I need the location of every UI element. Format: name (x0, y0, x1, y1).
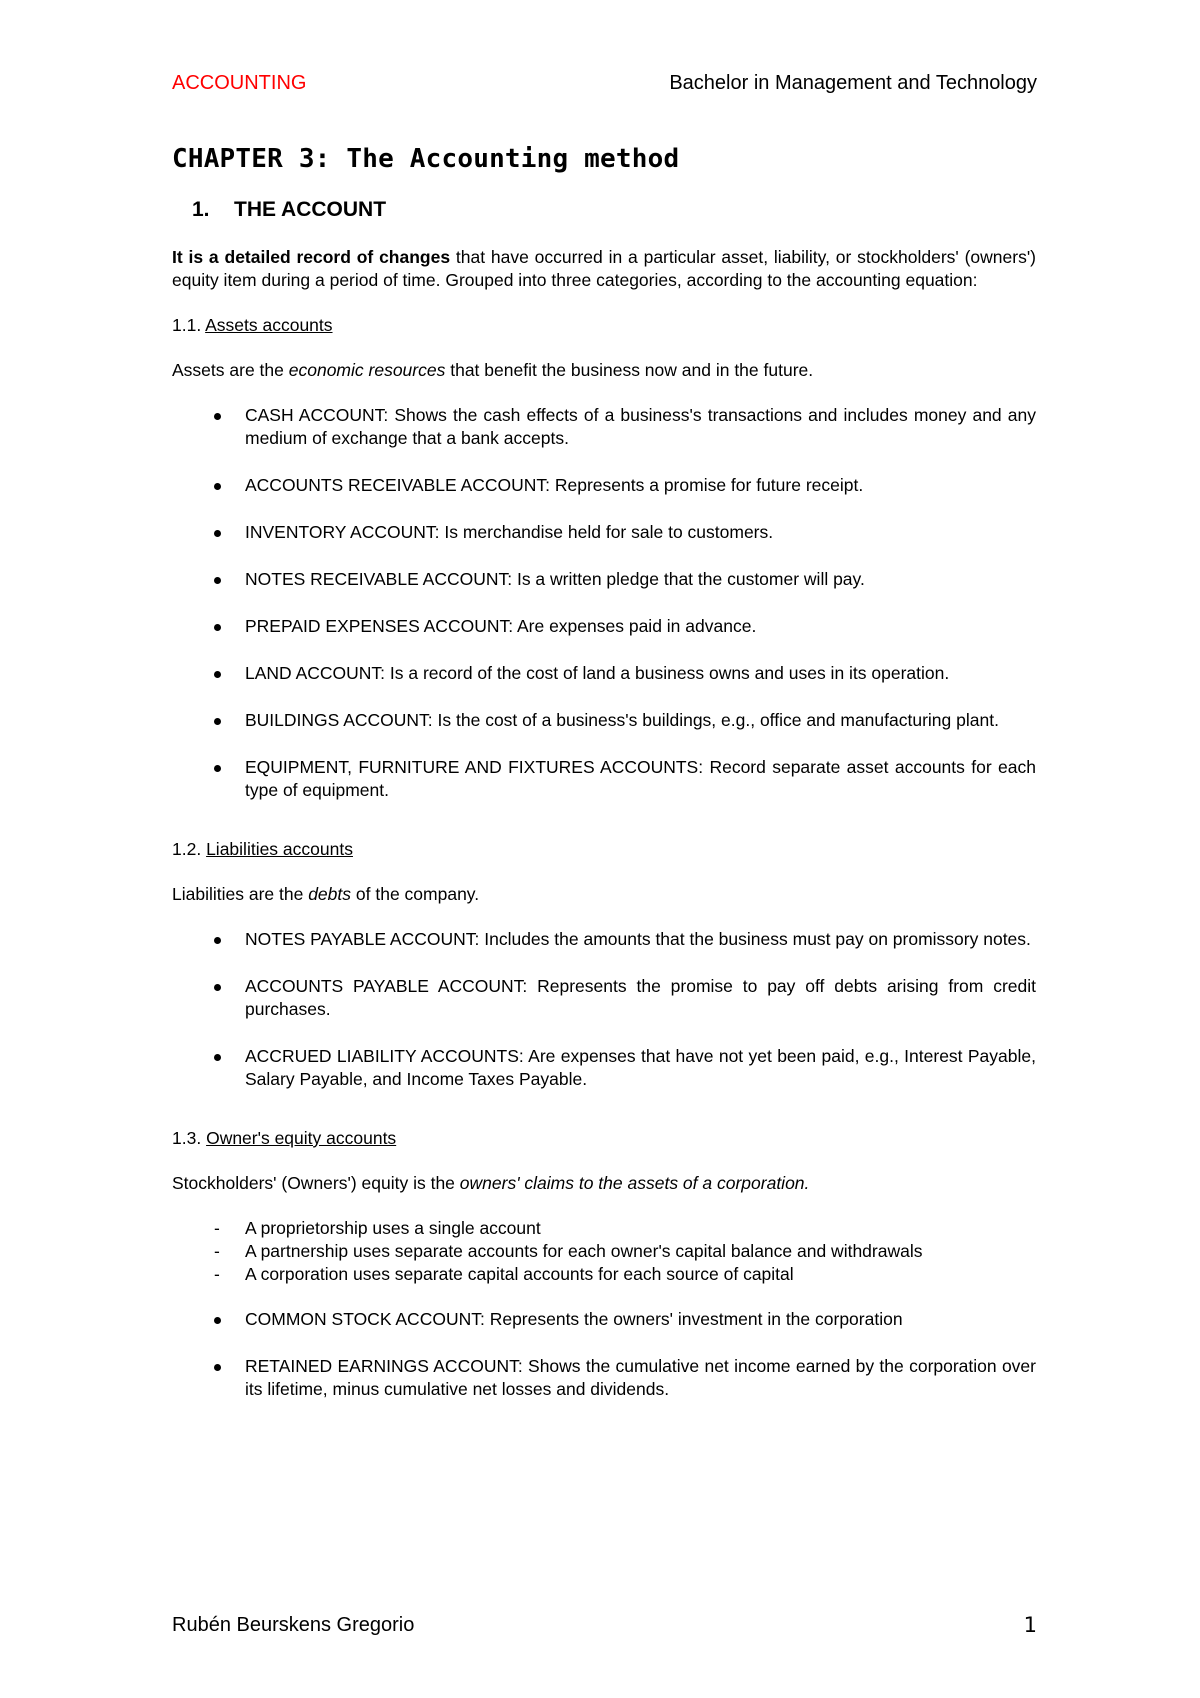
list-item-text: EQUIPMENT, FURNITURE AND FIXTURES ACCOUNTS: Record separate asset accounts for each type of equipment. (245, 757, 1036, 800)
bullet-icon (214, 937, 221, 944)
list-item-text: A proprietorship uses a single account (245, 1218, 541, 1238)
liability-account-item (172, 1045, 1036, 1091)
assets-bullet-list (172, 404, 1036, 802)
section-intro-paragraph (172, 246, 1036, 292)
assets-intro (172, 359, 1036, 382)
bullet-icon (214, 671, 221, 678)
bullet-icon (214, 765, 221, 772)
section-heading-the-account (172, 196, 1036, 224)
page-header (172, 72, 1037, 98)
bullet-icon (214, 718, 221, 725)
liability-account-item (172, 928, 1036, 951)
subsection-heading-equity (172, 1127, 1036, 1150)
list-item-text: CASH ACCOUNT: Shows the cash effects of a business's transactions and includes money and any medium of exchange that a bank accepts. (245, 405, 1036, 448)
equity-account-item (172, 1308, 1036, 1331)
list-item-text: ACCOUNTS RECEIVABLE ACCOUNT: Represents a promise for future receipt. (245, 475, 864, 495)
intro-bold-phrase: detailed record of changes (224, 247, 451, 267)
bullet-icon (214, 577, 221, 584)
dash-icon: - (214, 1218, 220, 1238)
dash-list-item (172, 1240, 1036, 1263)
subsection-title: Owner's equity accounts (206, 1128, 397, 1148)
list-item-text: ACCOUNTS PAYABLE ACCOUNT: Represents the promise to pay off debts arising from credit purchases. (245, 976, 1036, 1019)
liabilities-intro-italic: debts (308, 884, 352, 904)
list-item-text: BUILDINGS ACCOUNT: Is the cost of a business's buildings, e.g., office and manufacturing plant. (245, 710, 999, 730)
bullet-icon (214, 1054, 221, 1061)
bullet-icon (214, 1364, 221, 1371)
dash-icon: - (214, 1241, 220, 1261)
subsection-heading-liabilities (172, 838, 1036, 861)
list-item-text: INVENTORY ACCOUNT: Is merchandise held for sale to customers. (245, 522, 774, 542)
list-item-text: LAND ACCOUNT: Is a record of the cost of land a business owns and uses in its operation. (245, 663, 950, 683)
list-item-text: A partnership uses separate accounts for each owner's capital balance and withdrawals (245, 1241, 923, 1261)
document-body (172, 142, 1036, 1401)
liabilities-bullet-list (172, 928, 1036, 1091)
list-item-text: PREPAID EXPENSES ACCOUNT: Are expenses paid in advance. (245, 616, 757, 636)
asset-account-item (172, 615, 1036, 638)
dash-list-item (172, 1217, 1036, 1240)
bullet-icon (214, 530, 221, 537)
subsection-title: Assets accounts (205, 315, 333, 335)
liabilities-intro (172, 883, 1036, 906)
equity-bullet-list (172, 1308, 1036, 1401)
section-title: THE ACCOUNT (234, 198, 387, 221)
liability-account-item (172, 975, 1036, 1021)
bullet-icon (214, 413, 221, 420)
equity-account-item (172, 1355, 1036, 1401)
subsection-number: 1.3. (172, 1128, 202, 1148)
header-course-name: ACCOUNTING (172, 72, 307, 94)
dash-list-item (172, 1263, 1036, 1286)
asset-account-item (172, 474, 1036, 497)
list-item-text: NOTES PAYABLE ACCOUNT: Includes the amounts that the business must pay on promissory notes. (245, 929, 1031, 949)
asset-account-item (172, 521, 1036, 544)
list-item-text: COMMON STOCK ACCOUNT: Represents the owners' investment in the corporation (245, 1309, 903, 1329)
liabilities-intro-after: of the company. (355, 884, 480, 904)
subsection-number: 1.1. (172, 315, 202, 335)
subsection-title: Liabilities accounts (206, 839, 353, 859)
list-item-text: ACCRUED LIABILITY ACCOUNTS: Are expenses that have not yet been paid, e.g., Interest Payable, Salary Payable, and Income Taxes Payable. (245, 1046, 1036, 1089)
liabilities-intro-before: Liabilities are the (172, 884, 304, 904)
list-item-text: A corporation uses separate capital accounts for each source of capital (245, 1264, 794, 1284)
page-footer (172, 1614, 1037, 1642)
bullet-icon (214, 984, 221, 991)
assets-intro-before: Assets are the (172, 360, 284, 380)
assets-intro-after: that benefit the business now and in the future. (450, 360, 814, 380)
footer-author: Rubén Beurskens Gregorio (172, 1614, 415, 1636)
asset-account-item (172, 662, 1036, 685)
asset-account-item (172, 404, 1036, 450)
equity-intro-before: Stockholders' (Owners') equity is the (172, 1173, 455, 1193)
page-number: 1 (1023, 1613, 1037, 1637)
equity-intro (172, 1172, 1036, 1195)
bullet-icon (214, 624, 221, 631)
asset-account-item (172, 709, 1036, 732)
section-number: 1. (192, 198, 210, 221)
intro-rest: that have occurred in a particular asset, liability, or stockholders' (owners') equity item during a period of time. Grouped into three categories, according to the accounting equation: (172, 247, 1036, 290)
bullet-icon (214, 483, 221, 490)
assets-intro-italic: economic resources (288, 360, 446, 380)
subsection-heading-assets (172, 314, 1036, 337)
bullet-icon (214, 1317, 221, 1324)
asset-account-item (172, 568, 1036, 591)
dash-icon: - (214, 1264, 220, 1284)
list-item-text: RETAINED EARNINGS ACCOUNT: Shows the cumulative net income earned by the corporation over its lifetime, minus cumulative net losses and dividends. (245, 1356, 1036, 1399)
list-item-text: NOTES RECEIVABLE ACCOUNT: Is a written pledge that the customer will pay. (245, 569, 865, 589)
equity-intro-italic: owners' claims to the assets of a corporation. (459, 1173, 810, 1193)
intro-bold-start: It is a (172, 247, 219, 267)
header-program-name: Bachelor in Management and Technology (669, 72, 1037, 94)
asset-account-item (172, 756, 1036, 802)
chapter-title: CHAPTER 3: The Accounting method (172, 144, 680, 174)
subsection-number: 1.2. (172, 839, 202, 859)
equity-dash-list (172, 1217, 1036, 1286)
